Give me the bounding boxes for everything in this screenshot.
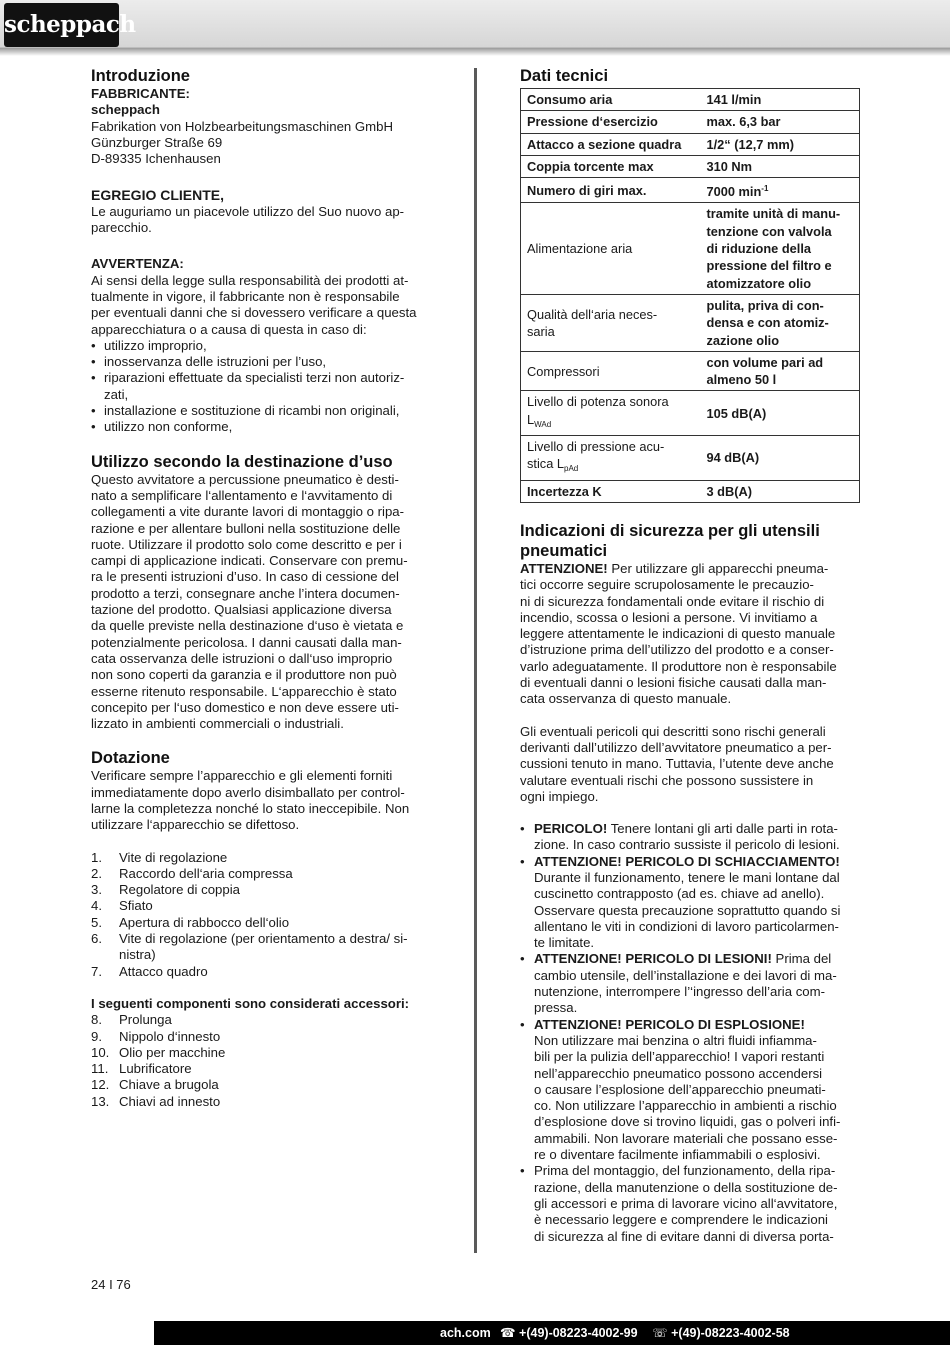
- spec-value: 3 dB(A): [701, 480, 860, 502]
- manufacturer-name: scheppach: [91, 102, 160, 118]
- safety-label: ATTENZIONE! PERICOLO DI ESPLOSIONE!: [534, 1016, 805, 1032]
- spec-subscript: pAd: [564, 464, 579, 474]
- warning-list-item: • installazione e sostituzione di ricambi non originali,: [91, 403, 433, 419]
- spec-value: 141 l/min: [701, 89, 860, 111]
- footer-white-block: [0, 1321, 154, 1345]
- spec-value: max. 6,3 bar: [701, 111, 860, 133]
- spec-row: [521, 89, 860, 111]
- text-line: razione e per allentare bulloni nella sostituzione delle: [91, 520, 401, 536]
- spec-row: [521, 480, 860, 502]
- text-line: concepito per l‘uso domestico e non deve essere uti-: [91, 699, 399, 715]
- spec-value: con volume pari ad almeno 50 l: [701, 351, 860, 391]
- spec-key: Numero di giri max.: [521, 178, 701, 203]
- spec-key: Attacco a sezione quadra: [521, 133, 701, 155]
- text-line: non sono coperti da garanzia e il produttore non può: [91, 667, 397, 683]
- accessory-item: 11. Lubrificatore: [91, 1061, 192, 1077]
- text-line: Le auguriamo un piacevole utilizzo del Suo nuovo ap-: [91, 203, 405, 219]
- list-number: 1.: [91, 849, 102, 865]
- spec-row: [521, 294, 860, 351]
- text-line: Ai sensi della legge sulla responsabilità dei prodotti at-: [91, 272, 409, 288]
- column-divider: [474, 68, 477, 1253]
- text-line: tazione del prodotto. Qualsiasi applicazione diversa: [91, 602, 392, 618]
- spec-key: Incertezza K: [521, 480, 701, 502]
- attention-label: ATTENZIONE!: [520, 560, 608, 576]
- text-line: da quelle previste nella destinazione d‘uso è vietata e: [91, 618, 404, 634]
- spec-row: [521, 111, 860, 133]
- text-line: ogni impiego.: [520, 788, 599, 804]
- accessory-item: 12. Chiave a brugola: [91, 1077, 219, 1093]
- text-line: Questo avvitatore a percussione pneumatico è desti-: [91, 471, 399, 487]
- address-line: D-89335 Ichenhausen: [91, 151, 221, 167]
- text-line: prodotto a terzi, consegnare anche l’intera documen-: [91, 585, 400, 601]
- spec-key: Livello di pressione acu- stica $L_{pAd}$: [521, 436, 701, 481]
- spec-key: Compressori: [521, 351, 701, 391]
- warning-list-item: • utilizzo improprio,: [91, 338, 433, 354]
- parts-list: [91, 850, 433, 980]
- text-line: Gli eventuali pericoli qui descritti sono rischi generali: [520, 723, 826, 739]
- address-line: Fabrikation von Holzbearbeitungsmaschinen GmbH: [91, 118, 393, 134]
- text-line: derivanti dall’utilizzo dell’avvitatore pneumatico a per-: [520, 739, 832, 755]
- left-column: [91, 66, 433, 1110]
- text-line: campi di applicazione indicati. Conservare con premu-: [91, 553, 408, 569]
- spec-key: Pressione d‘esercizio: [521, 111, 701, 133]
- warning-list-item: • riparazioni effettuate da specialisti terzi non autoriz- zati,: [91, 370, 433, 403]
- scope-of-delivery-title: Dotazione: [91, 749, 170, 768]
- part-item: 3. Regolatore di coppia: [91, 882, 240, 898]
- customer-title: EGREGIO CLIENTE,: [91, 187, 225, 204]
- spec-row: [521, 436, 860, 481]
- part-item: 2. Raccordo dell‘aria compressa: [91, 865, 293, 881]
- manufacturer-address: [91, 119, 433, 168]
- spec-row: [521, 203, 860, 294]
- text-line: cata osservanza delle istruzioni o dall‘uso improprio: [91, 650, 393, 666]
- list-number: 9.: [91, 1028, 102, 1044]
- spec-value: 7000 $\min^{-1}$: [701, 178, 860, 203]
- spec-key: Coppia torcente max: [521, 155, 701, 177]
- list-number: 2.: [91, 865, 102, 881]
- accessory-item: 8. Prolunga: [91, 1012, 172, 1028]
- list-number: 8.: [91, 1012, 102, 1028]
- header-bar: [0, 0, 950, 48]
- text-line: parecchio.: [91, 220, 152, 236]
- manufacturer-label: FABBRICANTE:: [91, 86, 190, 101]
- spec-key: Alimentazione aria: [521, 203, 701, 294]
- list-number: 7.: [91, 963, 102, 979]
- text-line: ra le presenti istruzioni d’uso. In caso di cessione del: [91, 569, 399, 585]
- spec-subscript: WAd: [534, 419, 552, 429]
- safety-label: ATTENZIONE! PERICOLO DI SCHIACCIAMENTO!: [534, 853, 840, 869]
- accessories-list: [91, 1012, 433, 1110]
- spec-value: 1/2“ (12,7 mm): [701, 133, 860, 155]
- list-number: 12.: [91, 1077, 110, 1093]
- spec-superscript: -1: [761, 184, 769, 194]
- text-line: lizzato in ambienti commerciali o industriali.: [91, 716, 344, 732]
- safety-list-item: • ATTENZIONE! PERICOLO DI LESIONI! Prima del cambio utensile, dell’installazione e dei lavori di ma- nutenzione, interrompere l’‘ingresso dell’aria com- pressa.: [520, 951, 860, 1016]
- address-line: Günzburger Straße 69: [91, 134, 223, 150]
- footer-fax: ☏ +(49)-08223-4002-58: [652, 1326, 790, 1340]
- intro-title: Introduzione: [91, 67, 190, 85]
- spec-key: Livello di potenza sonora $L_{WAd}$: [521, 391, 701, 436]
- scope-of-delivery-text: [91, 768, 433, 833]
- safety-label: ATTENZIONE! PERICOLO DI LESIONI!: [534, 951, 772, 967]
- safety-list-item: • PERICOLO! Tenere lontani gli arti dalle parti in rota- zione. In caso contrario sussiste il pericolo di lesioni.: [520, 821, 860, 854]
- spec-row: [521, 155, 860, 177]
- accessories-title: I seguenti componenti sono considerati accessori:: [91, 995, 410, 1011]
- spec-value: tramite unità di manu- tenzione con valvola di riduzione della pressione del filtro e atomizzatore olio: [701, 203, 860, 294]
- part-item: 4. Sfiato: [91, 898, 153, 914]
- part-item: 1. Vite di regolazione: [91, 849, 228, 865]
- list-number: 6.: [91, 931, 102, 947]
- customer-text: [91, 204, 433, 237]
- spec-key: Qualità dell‘aria neces- saria: [521, 294, 701, 351]
- spec-value: 94 dB(A): [701, 436, 860, 481]
- text-line: apparecchiatura o a causa di questa in caso di:: [91, 321, 367, 337]
- specs-table: [520, 88, 860, 503]
- warning-title: AVVERTENZA:: [91, 256, 184, 272]
- footer-website: ach.com: [440, 1326, 491, 1340]
- spec-row: [521, 133, 860, 155]
- text-line: utilizzare l‘apparecchio se difettoso.: [91, 817, 300, 833]
- specs-title: Dati tecnici: [520, 67, 609, 85]
- text-line: immediatamente dopo averlo disimballato per control-: [91, 784, 405, 800]
- text-line: ruote. Utilizzare il prodotto solo come descritto e per i: [91, 536, 402, 552]
- attention-paragraph: ATTENZIONE! Per utilizzare gli apparecchi pneuma- tici occorre seguire scrupolosamente le precauzio- ni di sicurezza fondamentali onde evitare il rischio di incendio, scossa o lesioni a persone. Vi invitiamo a leggere attentamente le indicazioni di questo manuale d’istruzione prima dell’utilizzo del prodotto e a conser- varlo adeguatamente. Il produttore non è responsabile di eventuali danni o lesioni fisiche causati dalla man- cata osservanza di questo manuale.: [520, 560, 837, 707]
- text-line: Verificare sempre l’apparecchio e gli elementi forniti: [91, 768, 393, 784]
- footer-phone: ☎ +(49)-08223-4002-99: [500, 1326, 638, 1340]
- risk-text: [520, 724, 860, 805]
- warning-text: [91, 273, 433, 338]
- text-line: per eventuali danni che si dovessero verificare a questa: [91, 305, 417, 321]
- safety-list: [520, 821, 860, 1245]
- text-line: tualmente in vigore, il fabbricante non è responsabile: [91, 288, 400, 304]
- list-number: 3.: [91, 882, 102, 898]
- text-line: larne la completezza nonché lo stato ineccepibile. Non: [91, 800, 410, 816]
- text-line: valutare eventuali rischi che possono sussistere in: [520, 772, 814, 788]
- part-item: 6. Vite di regolazione (per orientamento a destra/ si- nistra): [91, 931, 408, 963]
- safety-list-item: • ATTENZIONE! PERICOLO DI ESPLOSIONE! Non utilizzare mai benzina o altri fluidi infiamma- bili per la pulizia dell’apparecchio! I vapori restanti nell’apparecchio pneumatico possono accendersi o causare l’esplosione dell’apparecchio pneumati- co. Non utilizzare l’apparecchio in ambienti a rischio d’esplosione dove si trovino liquidi, gas o polveri infi- ammabili. Non lavorare materiali che possano esse- re o diventare facilmente infiammabili o esplosivi.: [520, 1017, 860, 1164]
- text-line: nato a semplificare l‘allentamento e l‘avvitamento di: [91, 487, 393, 503]
- text-line: potenzialmente pericolosa. I danni causati dalla man-: [91, 634, 402, 650]
- right-column: [520, 66, 860, 1245]
- part-item: 5. Apertura di rabbocco dell‘olio: [91, 914, 290, 930]
- safety-list-item: • ATTENZIONE! PERICOLO DI SCHIACCIAMENTO! Durante il funzionamento, tenere le mani lontane dal cuscinetto contrapposto (ad es. chiave ad anello). Osservare questa precauzione soprattutto quando si allentano le viti in condizioni di lavoro particolarmen- te limitate.: [520, 854, 860, 952]
- brand-logo: scheppach: [4, 3, 119, 47]
- spec-row: [521, 178, 860, 203]
- spec-key: Consumo aria: [521, 89, 701, 111]
- safety-list-item: • Prima del montaggio, del funzionamento, della ripa- razione, della manutenzione o della sostituzione de- gli accessori e prima di lavorare vicino all‘avvitatore, è necessario leggere e comprendere le indicazioni di sicurezza al fine di evitare danni di diversa porta-: [520, 1163, 860, 1244]
- list-number: 13.: [91, 1093, 110, 1109]
- warning-list: [91, 338, 433, 436]
- spec-value: 105 dB(A): [701, 391, 860, 436]
- list-number: 10.: [91, 1044, 110, 1060]
- list-number: 5.: [91, 914, 102, 930]
- accessory-item: 13. Chiavi ad innesto: [91, 1093, 221, 1109]
- safety-title: Indicazioni di sicurezza per gli utensili pneumatici: [520, 521, 820, 560]
- part-item: 7. Attacco quadro: [91, 963, 208, 979]
- intended-use-title: Utilizzo secondo la destinazione d’uso: [91, 452, 393, 471]
- text-line: collegamenti a vite durante lavori di montaggio o ripa-: [91, 504, 405, 520]
- page-number: 24 I 76: [91, 1277, 131, 1292]
- spec-row: [521, 391, 860, 436]
- accessory-item: 10. Olio per macchine: [91, 1044, 226, 1060]
- list-number: 4.: [91, 898, 102, 914]
- safety-label: PERICOLO!: [534, 821, 608, 837]
- intended-use-text: [91, 472, 433, 733]
- accessory-item: 9. Nippolo d‘innesto: [91, 1028, 221, 1044]
- text-line: esserne ritenuto responsabile. L‘apparecchio è stato: [91, 683, 397, 699]
- warning-list-item: • utilizzo non conforme,: [91, 419, 433, 435]
- spec-value: pulita, priva di con- densa e con atomiz- zazione olio: [701, 294, 860, 351]
- header-shadow: [0, 48, 950, 56]
- spec-row: [521, 351, 860, 391]
- text-line: cussioni tenuto in mano. Tuttavia, l’utente deve anche: [520, 756, 834, 772]
- warning-list-item: • inosservanza delle istruzioni per l’uso,: [91, 354, 433, 370]
- list-number: 11.: [91, 1061, 109, 1077]
- spec-value: 310 Nm: [701, 155, 860, 177]
